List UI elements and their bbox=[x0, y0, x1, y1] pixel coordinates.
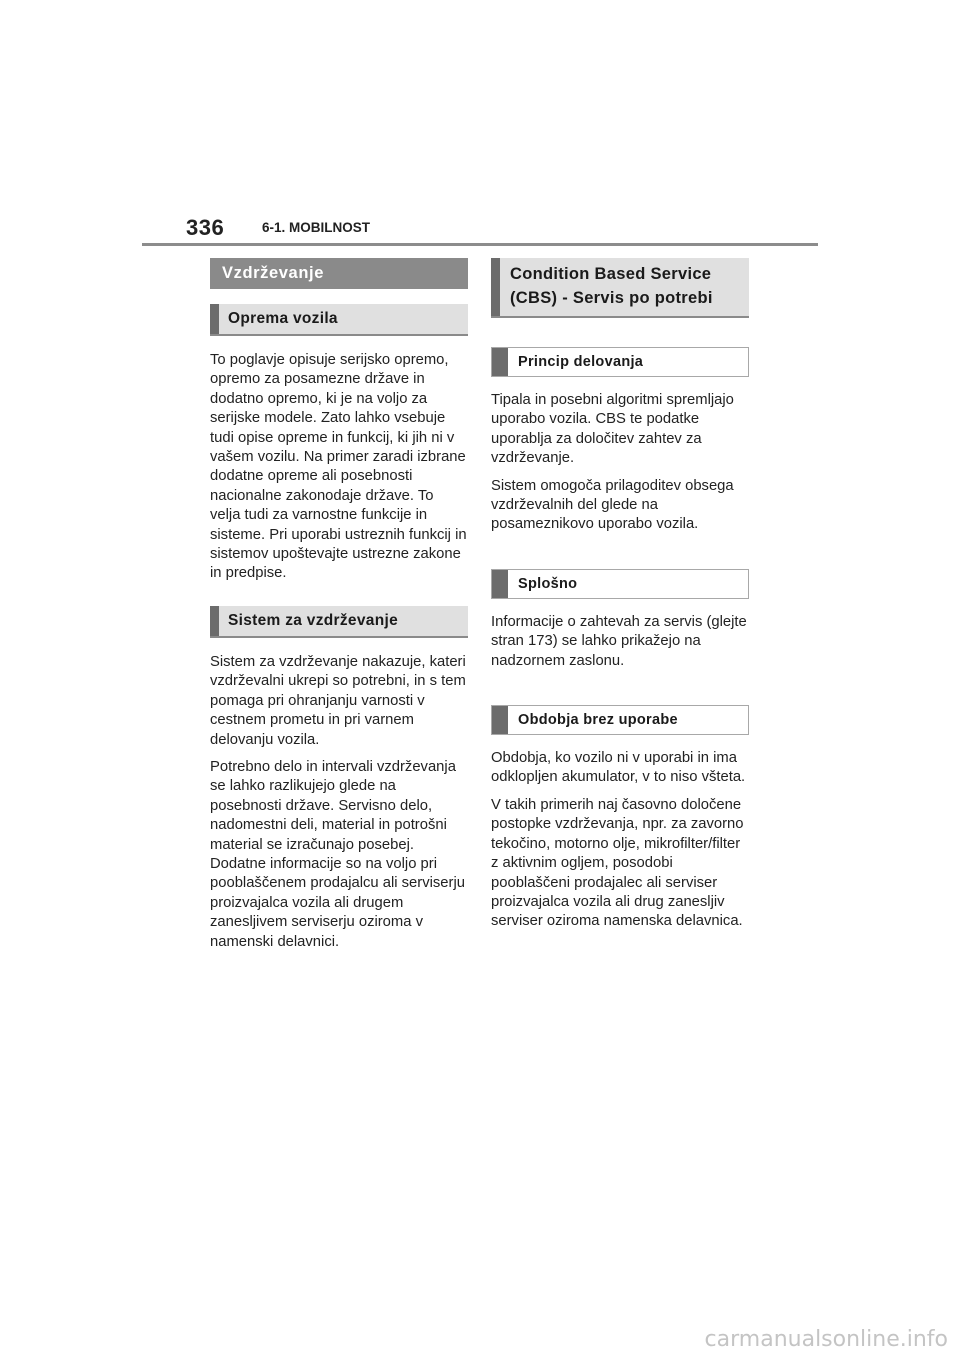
page-number: 336 bbox=[186, 215, 225, 240]
subsection-marker bbox=[492, 570, 508, 598]
subheading-marker bbox=[210, 606, 219, 636]
heading-cbs-line-1: Condition Based Service bbox=[510, 265, 712, 283]
subsection-splosno bbox=[491, 569, 749, 599]
subheading-marker bbox=[491, 258, 500, 316]
subheading-marker bbox=[210, 304, 219, 334]
subsection-princip-delovanja bbox=[491, 347, 749, 377]
watermark: carmanualsonline.info bbox=[704, 1327, 948, 1352]
subsection-marker bbox=[492, 706, 508, 734]
chapter-title: Vzdrževanje bbox=[210, 258, 468, 289]
paragraph-obdobja-1: Obdobja, ko vozilo ni v uporabi in ima odklopljen akumulator, v to niso všteta. bbox=[491, 750, 746, 786]
paragraph-obdobja-2: V takih primerih naj časovno določene postopke vzdrževanja, npr. za zavorno tekočino, motorno olje, mikrofilter/filter z aktivnim ogljem, posodobi pooblaščeni prodajalec ali serviser proizvajalca vozila ali drug zanesljiv serviser oziroma namenska delavnica. bbox=[491, 796, 744, 930]
left-column bbox=[210, 258, 468, 960]
subsection-obdobja-brez-uporabe bbox=[491, 705, 749, 735]
subheading-text: Oprema vozila bbox=[228, 310, 338, 327]
heading-cbs bbox=[491, 258, 749, 318]
subheading-text: Sistem za vzdrževanje bbox=[228, 611, 398, 629]
section-label: 6-1. MOBILNOST bbox=[262, 220, 371, 235]
paragraph-oprema: To poglavje opisuje serijsko opremo, opremo za posamezne države in dodatno opremo, ki je na voljo za serijske modele. Zato lahko vsebuje tudi opise opreme in funkcij, ki jih ni v vašem vozilu. Na primer zaradi izbrane dodatne opreme ali posebnosti nacionalne zakonodaje države. To velja tudi za varnostne funkcije in sisteme. Pri uporabi ustreznih funkcij in sistemov upoštevajte ustrezne zakone in predpise. bbox=[210, 352, 467, 582]
paragraph-princip-2: Sistem omogoča prilagoditev obsega vzdrževalnih del glede na posameznikovo uporabo vozila. bbox=[491, 477, 734, 533]
subsection-text: Splošno bbox=[518, 575, 578, 592]
paragraph-sistem-1: Sistem za vzdrževanje nakazuje, kateri vzdrževalni ukrepi so potrebni, in s tem pomaga pri ohranjanju varnosti v cestnem prometu in pri varnem delovanju vozila. bbox=[210, 653, 466, 748]
subsection-text: Princip delovanja bbox=[518, 354, 644, 370]
paragraph-splosno: Informacije o zahtevah za servis (glejte stran 173) se lahko prikažejo na nadzornem zaslonu. bbox=[491, 613, 747, 669]
paragraph-sistem-2: Potrebno delo in intervali vzdrževanja se lahko razlikujejo glede na posebnosti države. Servisno delo, nadomestni deli, material in potrošni material se izračunajo posebej. Dodatne informacije so na voljo pri pooblaščenem prodajalcu ali serviserju proizvajalca vozila ali drugem zanesljivem serviserju oziroma v namenski delavnici. bbox=[210, 758, 465, 950]
right-column bbox=[491, 258, 749, 940]
subsection-marker bbox=[492, 348, 508, 376]
header-rule bbox=[142, 243, 818, 246]
subheading-oprema-vozila bbox=[210, 304, 468, 336]
heading-cbs-text bbox=[500, 258, 723, 316]
subsection-text: Obdobja brez uporabe bbox=[518, 712, 678, 729]
heading-cbs-line-2: (CBS) - Servis po potrebi bbox=[510, 289, 713, 307]
subheading-sistem-za-vzdrzevanje bbox=[210, 606, 468, 638]
paragraph-princip-1: Tipala in posebni algoritmi spremljajo uporabo vozila. CBS te podatke uporablja za določitev zahtev za vzdrževanje. bbox=[491, 392, 734, 467]
